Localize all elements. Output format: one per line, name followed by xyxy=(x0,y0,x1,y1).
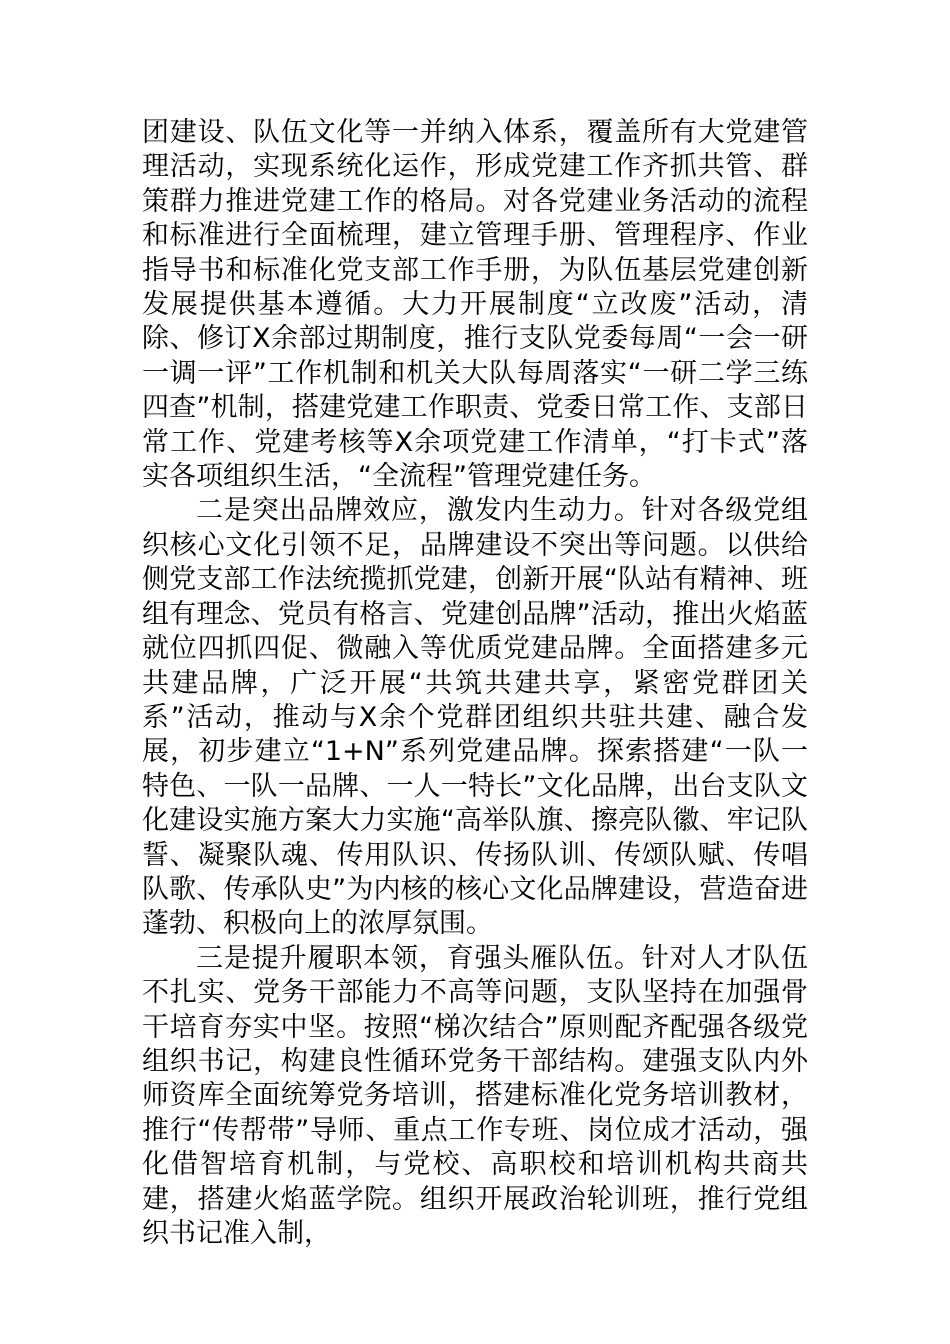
document-page xyxy=(142,116,808,1251)
paragraph-capability: 三是提升履职本领，育强头雁队伍。针对人才队伍不扎实、党务干部能力不高等问题，支队坚持在加强骨干培育夯实中坚。按照“梯次结合”原则配齐配强各级党组织书记，构建良性循环党务干部结构。建强支队内外师资库全面统筹党务培训，搭建标准化党务培训教材，推行“传帮带”导师、重点工作专班、岗位成才活动，强化借智培育机制，与党校、高职校和培训机构共商共建，搭建火焰蓝学院。组织开展政治轮训班，推行党组织书记准入制， xyxy=(142,942,808,1249)
paragraph-brand-effect: 二是突出品牌效应，激发内生动力。针对各级党组织核心文化引领不足，品牌建设不突出等问题。以供给侧党支部工作法统揽抓党建，创新开展“队站有精神、班组有理念、党员有格言、党建创品牌”活动，推出火焰蓝就位四抓四促、微融入等优质党建品牌。全面搭建多元共建品牌，广泛开展“共筑共建共享，紧密党群团关系”活动，推动与X余个党群团组织共驻共建、融合发展，初步建立“1+N”系列党建品牌。探索搭建“一队一特色、一队一品牌、一人一特长”文化品牌，出台支队文化建设实施方案大力实施“高举队旗、擦亮队徽、牢记队誓、凝聚队魂、传用队识、传扬队训、传颂队赋、传唱队歌、传承队史”为内核的核心文化品牌建设，营造奋进蓬勃、积极向上的浓厚氛围。 xyxy=(142,495,808,940)
paragraph-continued: 团建设、队伍文化等一并纳入体系，覆盖所有大党建管理活动，实现系统化运作，形成党建工作齐抓共管、群策群力推进党建工作的格局。对各党建业务活动的流程和标准进行全面梳理，建立管理手册、管理程序、作业指导书和标准化党支部工作手册，为队伍基层党建创新发展提供基本遵循。大力开展制度“立改废”活动，清除、修订X余部过期制度，推行支队党委每周“一会一研一调一评”工作机制和机关大队每周落实“一研二学三练四查”机制，搭建党建工作职责、党委日常工作、支部日常工作、党建考核等X余项党建工作清单，“打卡式”落实各项组织生活，“全流程”管理党建任务。 xyxy=(142,117,808,493)
